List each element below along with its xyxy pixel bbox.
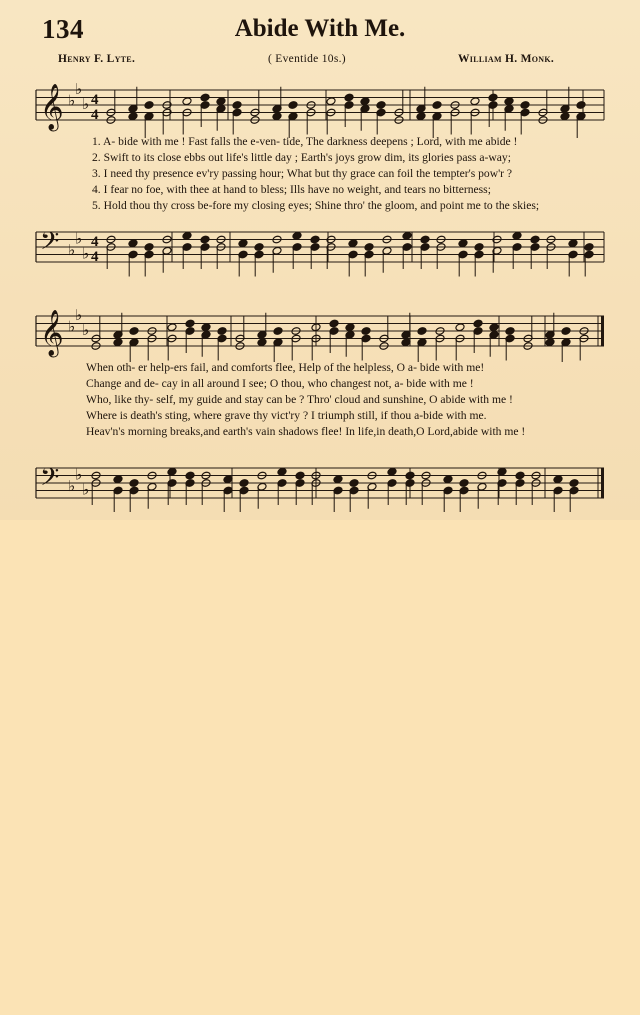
- note-head: [200, 235, 210, 244]
- note-head: [458, 239, 468, 248]
- note-head: [295, 471, 305, 480]
- note-head: [288, 101, 298, 110]
- note-head: [530, 235, 540, 244]
- note-head: [376, 101, 386, 110]
- verse-line: 3. I need thy presence ev'ry passing hour; What but thy grace can foil the tempter's pow'r ?: [92, 167, 513, 180]
- flat-sign-icon: ♭: [68, 91, 76, 110]
- time-signature-bottom: 4: [91, 249, 99, 265]
- time-signature-top: 4: [91, 234, 99, 250]
- note-head: [182, 97, 192, 106]
- note-head: [584, 243, 594, 252]
- note-head: [402, 231, 412, 240]
- note-head: [200, 93, 210, 102]
- flat-sign-icon: ♭: [82, 95, 90, 113]
- bass-clef-icon: 𝄢: [40, 227, 60, 262]
- note-head: [272, 112, 282, 121]
- note-head: [216, 97, 226, 106]
- note-head: [185, 471, 195, 480]
- note-head: [568, 239, 578, 248]
- note-head: [569, 479, 579, 488]
- note-head: [185, 319, 195, 328]
- note-head: [553, 475, 563, 484]
- note-head: [545, 338, 555, 347]
- composer-credit: William H. Monk.: [458, 53, 555, 65]
- note-head: [561, 327, 571, 336]
- note-head: [417, 327, 427, 336]
- note-head: [443, 475, 453, 484]
- note-head: [277, 467, 287, 476]
- bass-staff-system-1: [0, 218, 640, 278]
- note-head: [520, 101, 530, 110]
- verse-line: 2. Swift to its close ebbs out life's little day ; Earth's joys grow dim, its glories pass a-way;: [92, 151, 511, 164]
- verses-part-2: [86, 360, 525, 440]
- note-head: [128, 239, 138, 248]
- note-head: [470, 97, 480, 106]
- note-head: [344, 93, 354, 102]
- note-head: [416, 112, 426, 121]
- blank-page-area: [0, 520, 640, 1015]
- verse-line: 5. Hold thou thy cross be-fore my closing eyes; Shine thro' the gloom, and point me to the skies;: [92, 199, 540, 212]
- note-head: [239, 479, 249, 488]
- note-head: [128, 112, 138, 121]
- flat-sign-icon: ♭: [75, 229, 83, 248]
- note-head: [326, 97, 336, 106]
- note-head: [329, 319, 339, 328]
- note-head: [310, 235, 320, 244]
- page-number: 134: [42, 14, 84, 44]
- note-head: [349, 479, 359, 488]
- note-head: [129, 327, 139, 336]
- flat-sign-icon: ♭: [82, 244, 90, 263]
- note-head: [167, 467, 177, 476]
- verse-line: Change and de- cay in all around I see; O thou, who changest not, a- bide with me !: [86, 377, 474, 390]
- note-head: [459, 479, 469, 488]
- bass-clef-icon: 𝄢: [40, 463, 60, 498]
- treble-staff-system-1: [0, 78, 640, 138]
- flat-sign-icon: ♭: [82, 480, 90, 499]
- note-head: [232, 101, 242, 110]
- flat-sign-icon: ♭: [68, 240, 76, 259]
- note-head: [113, 475, 123, 484]
- note-head: [273, 327, 283, 336]
- flat-sign-icon: ♭: [75, 465, 83, 484]
- verse-line: 1. A- bide with me ! Fast falls the e-ven- tide, The darkness deepens ; Lord, with me abide !: [92, 135, 518, 148]
- verse-line: Who, like thy- self, my guide and stay can be ? Thro' cloud and sunshine, O abide with me !: [86, 393, 513, 406]
- final-barline: [601, 316, 604, 346]
- note-head: [257, 338, 267, 347]
- treble-clef-icon: 𝄞: [40, 310, 64, 356]
- time-signature-top: 4: [91, 92, 99, 108]
- note-head: [167, 323, 177, 332]
- note-head: [387, 467, 397, 476]
- time-signature-bottom: 4: [91, 107, 99, 123]
- note-head: [474, 243, 484, 252]
- note-head: [405, 471, 415, 480]
- flat-sign-icon: ♭: [68, 476, 76, 495]
- flat-sign-icon: ♭: [75, 306, 83, 324]
- flat-sign-icon: ♭: [82, 321, 90, 339]
- flat-sign-icon: ♭: [75, 80, 83, 98]
- note-head: [217, 327, 227, 336]
- bass-staff-system-2: [0, 446, 640, 512]
- treble-clef-icon: 𝄞: [40, 84, 64, 130]
- verse-line: When oth- er help-ers fail, and comforts flee, Help of the helpless, O a- bide with me!: [86, 361, 485, 374]
- note-head: [333, 475, 343, 484]
- note-head: [576, 101, 586, 110]
- tune-name: ( Eventide 10s.): [268, 53, 346, 65]
- flat-sign-icon: ♭: [68, 317, 76, 336]
- note-head: [129, 479, 139, 488]
- note-head: [238, 239, 248, 248]
- note-head: [144, 243, 154, 252]
- verse-line: Heav'n's morning breaks,and earth's vain shadows flee! In life,in death,O Lord,abide with me !: [86, 425, 526, 438]
- treble-staff-system-2: [0, 302, 640, 362]
- note-head: [505, 327, 515, 336]
- note-head: [455, 323, 465, 332]
- note-head: [360, 97, 370, 106]
- final-barline: [601, 468, 604, 498]
- note-head: [473, 319, 483, 328]
- note-head: [113, 338, 123, 347]
- note-head: [504, 97, 514, 106]
- note-head: [515, 471, 525, 480]
- note-head: [182, 231, 192, 240]
- verse-line: 4. I fear no foe, with thee at hand to bless; Ills have no weight, and tears no bitterness;: [92, 183, 491, 196]
- note-head: [497, 467, 507, 476]
- note-head: [144, 101, 154, 110]
- note-head: [488, 93, 498, 102]
- verse-line: Where is death's sting, where grave thy vict'ry ? I triumph still, if thou a-bide with me.: [86, 409, 487, 422]
- hymn-title: Abide With Me.: [234, 15, 406, 42]
- lyricist-credit: Henry F. Lyte.: [58, 53, 136, 65]
- note-head: [364, 243, 374, 252]
- note-head: [432, 101, 442, 110]
- note-head: [420, 235, 430, 244]
- note-head: [201, 323, 211, 332]
- note-head: [512, 231, 522, 240]
- note-head: [348, 239, 358, 248]
- note-head: [254, 243, 264, 252]
- note-head: [560, 112, 570, 121]
- note-head: [489, 323, 499, 332]
- note-head: [292, 231, 302, 240]
- verses-part-1: [92, 134, 539, 214]
- note-head: [361, 327, 371, 336]
- note-head: [345, 323, 355, 332]
